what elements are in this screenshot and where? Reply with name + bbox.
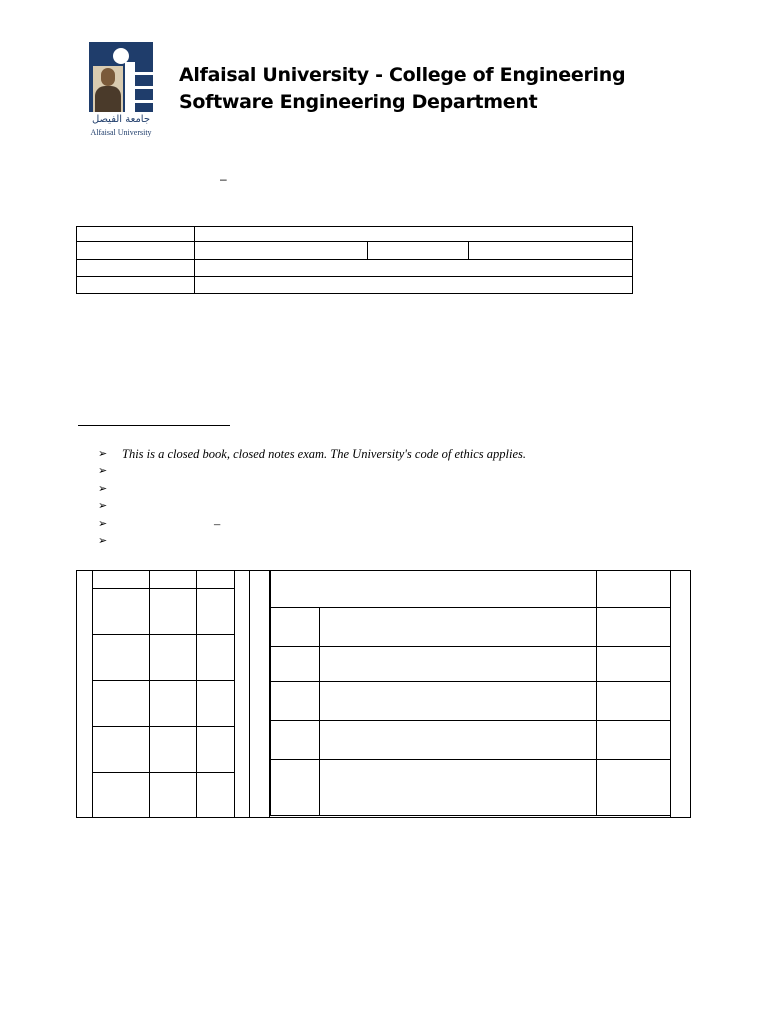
dash-mark: – (220, 172, 227, 186)
arrow-bullet-icon: ➢ (98, 534, 108, 547)
logo-arabic-text: جامعة الفيصل (91, 114, 151, 125)
arrow-bullet-icon: ➢ (98, 464, 108, 477)
instruction-text: – (214, 517, 221, 531)
answer-grid-table (92, 571, 235, 817)
logo-emblem (89, 42, 153, 112)
arrow-bullet-icon: ➢ (98, 499, 108, 512)
info-col-divider (468, 241, 469, 259)
header-title-line2: Software Engineering Department (179, 91, 538, 113)
header-title-line1: Alfaisal University - College of Engineering (179, 64, 626, 86)
info-col-divider (367, 241, 368, 259)
logo-english-text: Alfaisal University (90, 128, 152, 137)
section-heading-underline (78, 425, 230, 426)
info-row-divider (77, 276, 632, 277)
arrow-bullet-icon: ➢ (98, 447, 108, 460)
university-logo (86, 42, 156, 138)
info-row-divider (77, 241, 632, 242)
info-row-divider (77, 259, 632, 260)
grading-section (76, 570, 691, 818)
info-col-divider (194, 227, 195, 293)
exam-info-table (76, 226, 633, 294)
marks-table (270, 571, 670, 817)
arrow-bullet-icon: ➢ (98, 517, 108, 530)
instruction-text: This is a closed book, closed notes exam. The University's code of ethics applies. (122, 447, 526, 461)
arrow-bullet-icon: ➢ (98, 482, 108, 495)
